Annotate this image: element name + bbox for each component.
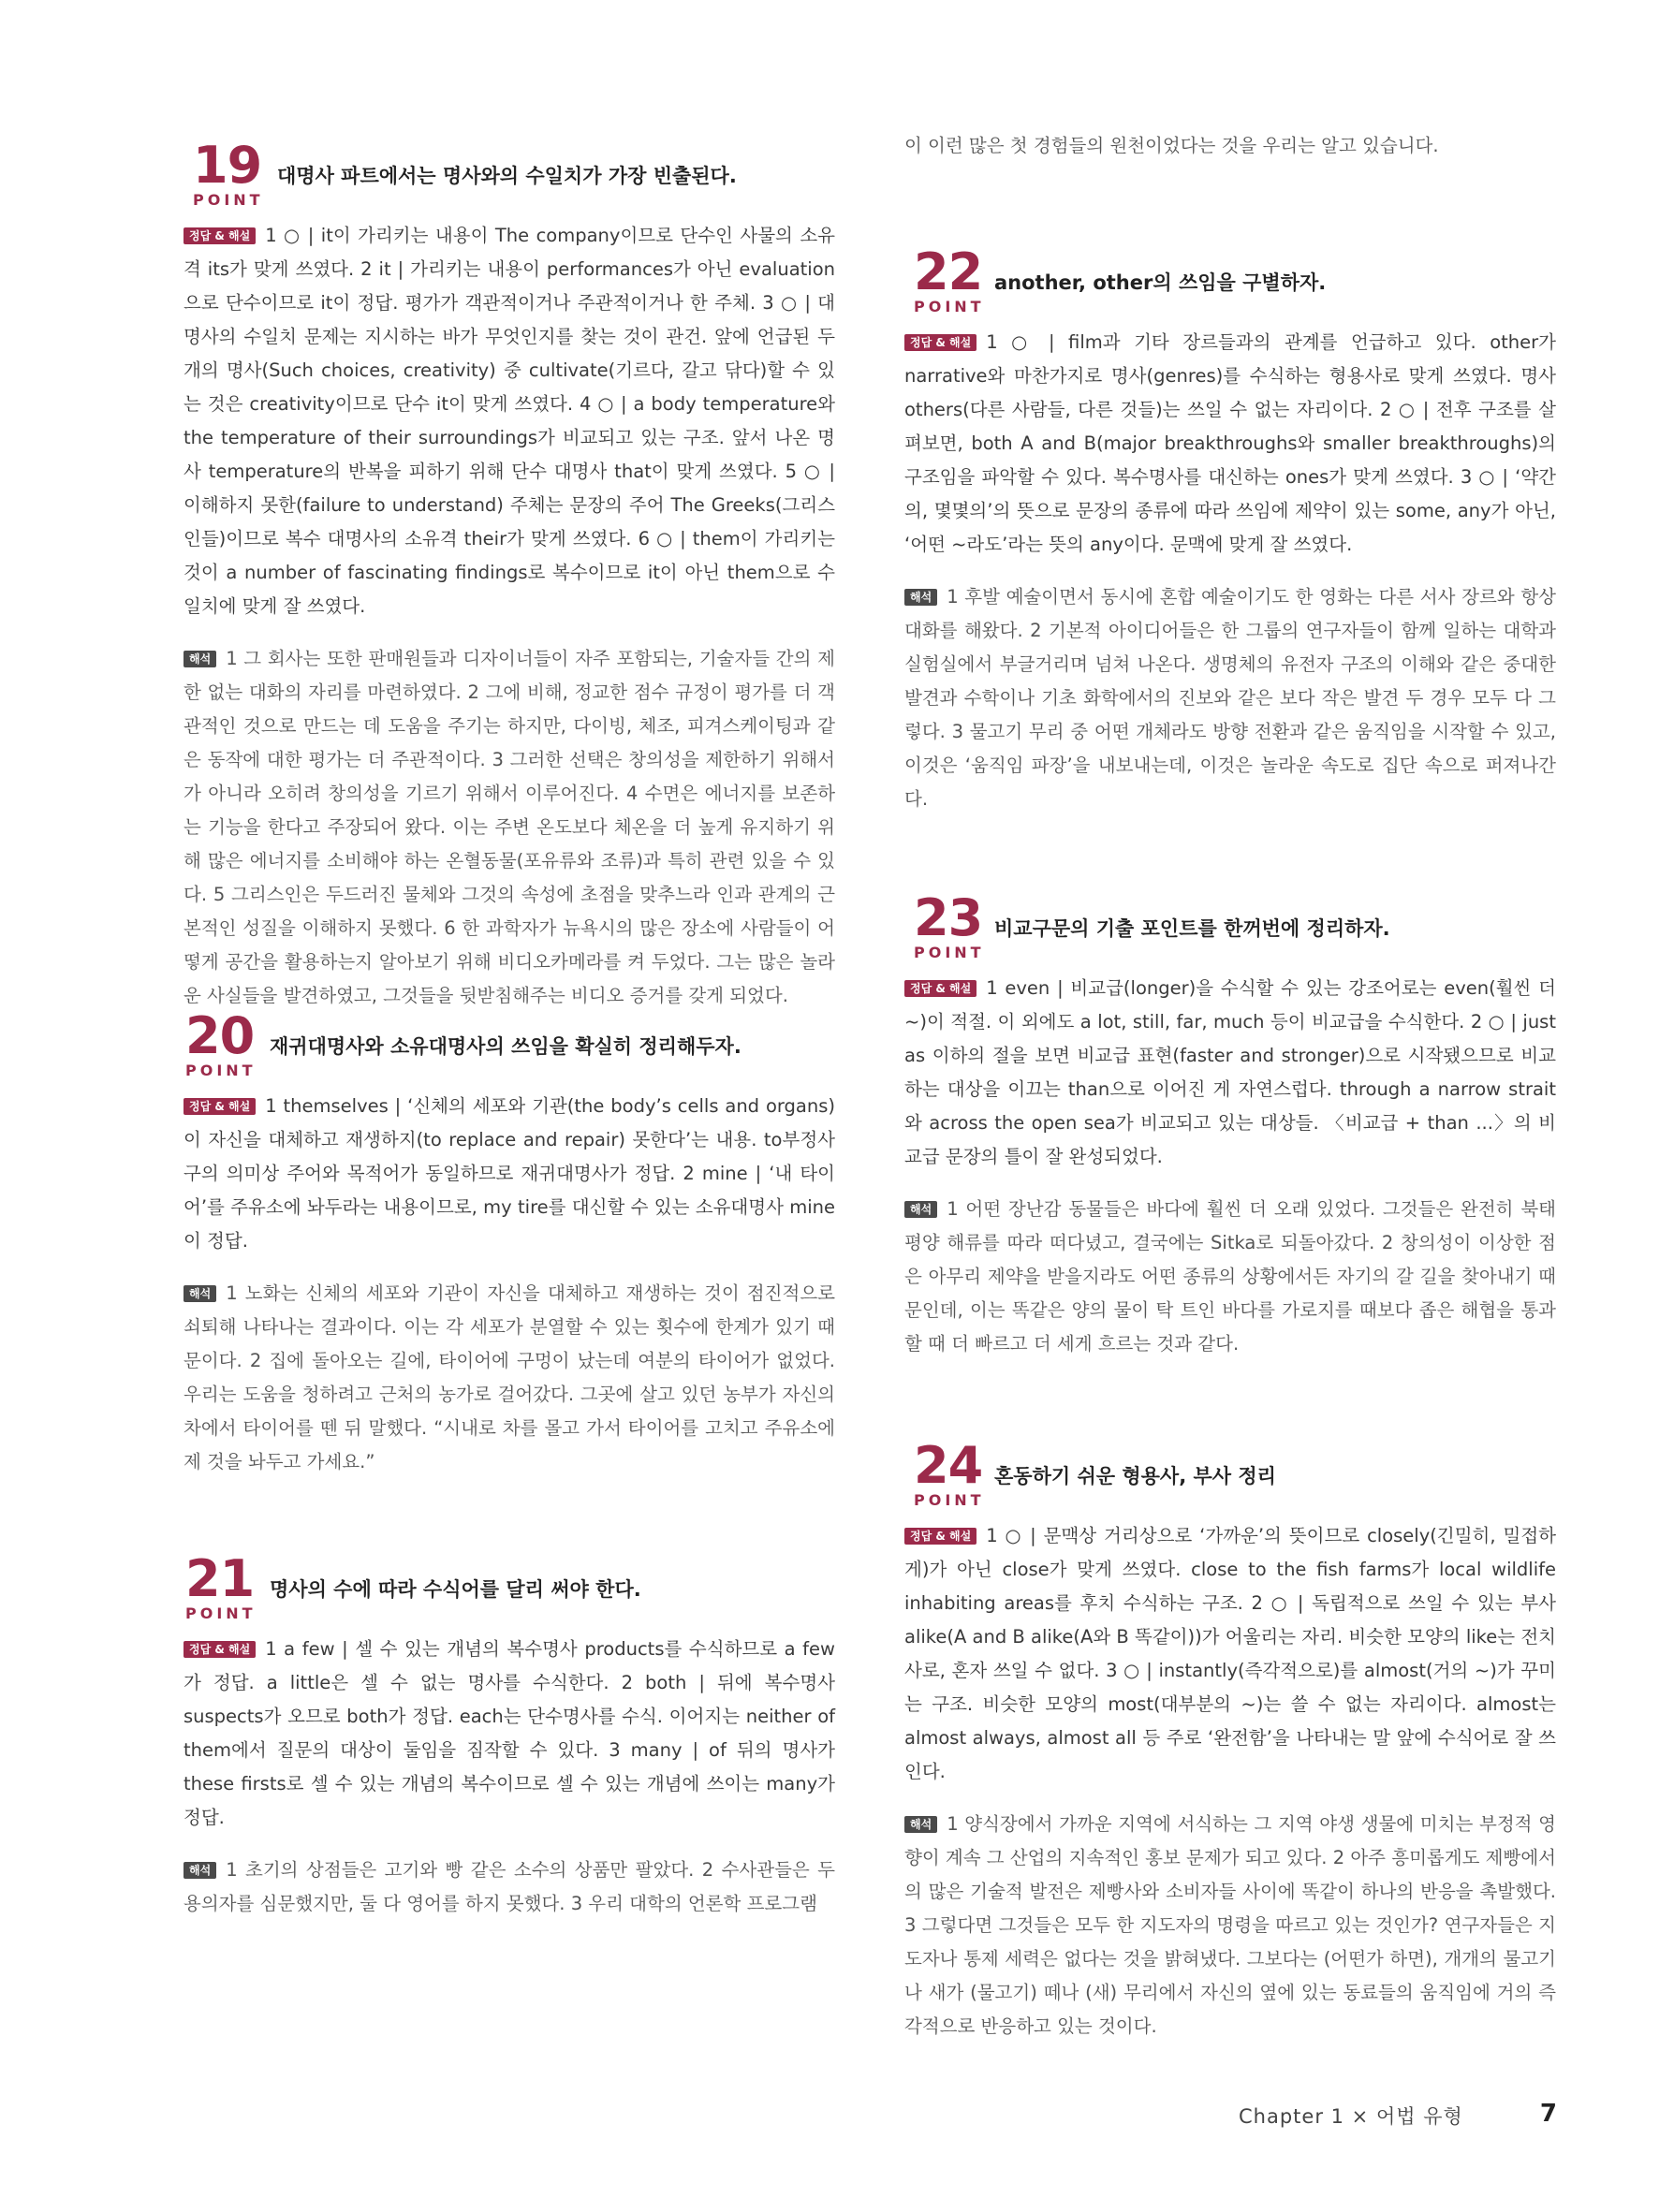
answer-tag: 정답 & 해설 [904, 1528, 976, 1545]
section-title: 혼동하기 쉬운 형용사, 부사 정리 [994, 1465, 1276, 1487]
section-21 [184, 1549, 835, 1921]
translation-text: 1 양식장에서 가까운 지역에 서식하는 그 지역 야생 생물에 미치는 부정적 영향이 계속 그 산업의 지속적인 홍보 문제가 되고 있다. 2 아주 흥미롭게도 제빵에서의 많은 기술적 발전은 제빵사와 소비자들 사이에 똑같이 하나의 반응을 촉발했다. 3 그렇다면 그것들은 모두 한 지도자의 명령을 따르고 있는 것인가? 연구자들은 지도자나 통제 세력은 없다는 것을 밝혀냈다. 그보다는 (어떤가 하면), 개개의 물고기나 새가 (물고기) 떼나 (새) 무리에서 자신의 옆에 있는 동료들의 움직임에 거의 즉각적으로 반응하고 있는 것이다. [904, 1813, 1556, 2037]
translation-tag: 해석 [184, 651, 216, 667]
answer-tag: 정답 & 해설 [904, 980, 976, 997]
answer-text: 1 ○ | it이 가리키는 내용이 The company이므로 단수인 사물의 소유격 its가 맞게 쓰였다. 2 it | 가리키는 내용이 performances가 아닌 evaluation으로 단수이므로 it이 정답. 평가가 객관적이거나 주관적이거나 한 주체. 3 ○ | 대명사의 수일치 문제는 지시하는 바가 무엇인지를 찾는 것이 관건. 앞에 언급된 두 개의 명사(Such choices, creativity) 중 cultivate(기르다, 갈고 닦다)할 수 있는 것은 creativity이므로 단수 it이 맞게 쓰였다. 4 ○ | a body temperature와 the temperature of their surroundings가 비교되고 있는 구조. 앞서 나온 명사 temperature의 반복을 피하기 위해 단수 대명사 that이 맞게 쓰였다. 5 ○ | 이해하지 못한(failure to understand) 주체는 문장의 주어 The Greeks(그리스인들)이므로 복수 대명사의 소유격 their가 맞게 쓰였다. 6 ○ | them이 가리키는 것이 a number of fascinating findings로 복수이므로 it이 아닌 them으로 수일치에 맞게 잘 쓰였다. [184, 225, 835, 617]
answer-text: 1 ○ | 문맥상 거리상으로 ‘가까운’의 뜻이므로 closely(긴밀히, 밀접하게)가 아닌 close가 맞게 쓰였다. close to the fish farms가 local wildlife inhabiting areas를 후치 수식하는 구조. 2 ○ | 독립적으로 쓰일 수 있는 부사 alike(A and B alike(A와 B 똑같이))가 어울리는 자리. 비슷한 모양의 like는 전치사로, 혼자 쓰일 수 없다. 3 ○ | instantly(즉각적으로)를 almost(거의 ~)가 꾸미는 구조. 비슷한 모양의 most(대부분의 ~)는 쓸 수 없는 자리이다. almost는 almost always, almost all 등 주로 ‘완전함’을 나타내는 말 앞에 수식어로 잘 쓰인다. [904, 1525, 1556, 1782]
section-header [904, 1436, 1556, 1519]
translation-tag: 해석 [904, 1816, 937, 1833]
answer-explanation [904, 1519, 1556, 1789]
page-number: 7 [1539, 2100, 1557, 2128]
translation-tag: 해석 [904, 589, 937, 606]
section-number: 22 [914, 242, 983, 301]
answer-text: 1 themselves | ‘신체의 세포와 기관(the body’s cells and organs)이 자신을 대체하고 재생하지(to replace and repair) 못한다’는 내용. to부정사구의 의미상 주어와 목적어가 동일하므로 재귀대명사가 정답. 2 mine | ‘내 타이어’를 주유소에 놔두라는 내용이므로, my tire를 대신할 수 있는 소유대명사 mine이 정답. [184, 1095, 835, 1252]
section-23 [904, 888, 1556, 1441]
section-header [184, 1549, 835, 1633]
point-label: POINT [914, 1491, 985, 1509]
section-number: 20 [185, 1006, 255, 1065]
point-label: POINT [193, 191, 264, 209]
answer-tag: 정답 & 해설 [184, 227, 256, 244]
translation [904, 580, 1556, 816]
page-footer [1239, 2102, 1557, 2130]
translation [904, 1193, 1556, 1361]
answer-explanation [184, 1090, 835, 1258]
point-label: POINT [914, 298, 985, 315]
translation-text: 1 그 회사는 또한 판매원들과 디자이너들이 자주 포함되는, 기술자들 간의 제한 없는 대화의 자리를 마련하였다. 2 그에 비해, 정교한 점수 규정이 평가를 더 객관적인 것으로 만드는 데 도움을 주기는 하지만, 다이빙, 체조, 피겨스케이팅과 같은 동작에 대한 평가는 더 주관적이다. 3 그러한 선택은 창의성을 제한하기 위해서가 아니라 오히려 창의성을 기르기 위해서 이루어진다. 4 수면은 에너지를 보존하는 기능을 한다고 주장되어 왔다. 이는 주변 온도보다 체온을 더 높게 유지하기 위해 많은 에너지를 소비해야 하는 온혈동물(포유류와 조류)과 특히 관련 있을 수 있다. 5 그리스인은 두드러진 물체와 그것의 속성에 초점을 맞추느라 인과 관계의 근본적인 성질을 이해하지 못했다. 6 한 과학자가 뉴욕시의 많은 장소에 사람들이 어떻게 공간을 활용하는지 알아보기 위해 비디오카메라를 켜 두었다. 그는 많은 놀라운 사실들을 발견하였고, 그것들을 뒷받침해주는 비디오 증거를 갖게 되었다. [184, 648, 835, 1006]
section-header [184, 1006, 835, 1090]
translation-text: 1 어떤 장난감 동물들은 바다에 훨씬 더 오래 있었다. 그것들은 완전히 북태평양 해류를 따라 떠다녔고, 결국에는 Sitka로 되돌아갔다. 2 창의성이 이상한 점은 아무리 제약을 받을지라도 어떤 종류의 상황에서든 자기의 갈 길을 찾아내기 때문인데, 이는 똑같은 양의 물이 탁 트인 바다를 가로지를 때보다 좁은 해협을 통과할 때 더 빠르고 더 세게 흐르는 것과 같다. [904, 1198, 1556, 1355]
section-title: 재귀대명사와 소유대명사의 쓰임을 확실히 정리해두자. [270, 1035, 742, 1058]
answer-text: 1 a few | 셀 수 있는 개념의 복수명사 products를 수식하므로 a few가 정답. a little은 셀 수 없는 명사를 수식한다. 2 both | 뒤에 복수명사 suspects가 오므로 both가 정답. each는 단수명사를 수식. 이어지는 neither of them에서 질문의 대상이 둘임을 짐작할 수 있다. 3 many | of 뒤의 명사가 these firsts로 셀 수 있는 개념의 복수이므로 셀 수 있는 개념에 쓰이는 many가 정답. [184, 1638, 835, 1828]
section-19 [184, 136, 835, 1011]
translation [184, 1853, 835, 1921]
section-header [904, 888, 1556, 972]
section-number: 23 [914, 888, 983, 947]
continued-translation: 이 이런 많은 첫 경험들의 원천이었다는 것을 우리는 알고 있습니다. [904, 135, 1439, 156]
section-title: another, other의 쓰임을 구별하자. [994, 271, 1327, 294]
section-title: 비교구문의 기출 포인트를 한꺼번에 정리하자. [994, 917, 1390, 940]
answer-explanation [904, 326, 1556, 562]
translation-text: 1 초기의 상점들은 고기와 빵 같은 소수의 상품만 팔았다. 2 수사관들은 두 용의자를 심문했지만, 둘 다 영어를 하지 못했다. 3 우리 대학의 언론학 프로그램 [184, 1859, 835, 1914]
section-number: 19 [193, 136, 262, 195]
section-header [904, 242, 1556, 326]
answer-text: 1 ○ | film과 기타 장르들과의 관계를 언급하고 있다. other가 narrative와 마찬가지로 명사(genres)를 수식하는 형용사로 맞게 쓰였다. 명사 others(다른 사람들, 다른 것들)는 쓰일 수 없는 자리이다. 2 ○ | 전후 구조를 살펴보면, both A and B(major breakthroughs와 smaller breakthroughs)의 구조임을 파악할 수 있다. 복수명사를 대신하는 ones가 맞게 쓰였다. 3 ○ | ‘약간의, 몇몇의’의 뜻으로 문장의 종류에 따라 쓰임에 제약이 있는 some, any가 아닌, ‘어떤 ~라도’라는 뜻의 any이다. 문맥에 맞게 잘 쓰였다. [904, 331, 1556, 555]
section-number: 24 [914, 1436, 983, 1495]
point-label: POINT [914, 944, 985, 961]
point-label: POINT [185, 1604, 257, 1622]
translation-text: 1 후발 예술이면서 동시에 혼합 예술이기도 한 영화는 다른 서사 장르와 항상 대화를 해왔다. 2 기본적 아이디어들은 한 그룹의 연구자들이 함께 일하는 대학과 실험실에서 부글거리며 넘쳐 나온다. 생명체의 유전자 구조의 이해와 같은 중대한 발견과 수학이나 기초 화학에서의 진보와 같은 보다 작은 발견 두 경우 모두 다 그렇다. 3 물고기 무리 중 어떤 개체라도 방향 전환과 같은 움직임을 시작할 수 있고, 이것은 ‘움직임 파장’을 내보내는데, 이것은 놀라운 속도로 집단 속으로 퍼져나간다. [904, 586, 1556, 810]
translation [184, 1277, 835, 1479]
translation-text: 1 노화는 신체의 세포와 기관이 자신을 대체하고 재생하는 것이 점진적으로 쇠퇴해 나타나는 결과이다. 이는 각 세포가 분열할 수 있는 횟수에 한계가 있기 때문이다. 2 집에 돌아오는 길에, 타이어에 구멍이 났는데 여분의 타이어가 없었다. 우리는 도움을 청하려고 근처의 농가로 걸어갔다. 그곳에 살고 있던 농부가 자신의 차에서 타이어를 뗀 뒤 말했다. “시내로 차를 몰고 가서 타이어를 고치고 주유소에 제 것을 놔두고 가세요.” [184, 1282, 835, 1472]
section-number: 21 [185, 1549, 255, 1608]
answer-tag: 정답 & 해설 [184, 1641, 256, 1658]
section-header [184, 136, 835, 219]
answer-explanation [184, 1633, 835, 1835]
right-column [904, 129, 1556, 2062]
answer-tag: 정답 & 해설 [184, 1098, 256, 1115]
section-22 [904, 242, 1556, 893]
left-column [184, 136, 835, 1940]
answer-explanation [184, 219, 835, 623]
section-title: 명사의 수에 따라 수식어를 달리 써야 한다. [270, 1578, 641, 1601]
section-24 [904, 1436, 1556, 2044]
translation [904, 1808, 1556, 2044]
section-title: 대명사 파트에서는 명사와의 수일치가 가장 빈출된다. [277, 165, 737, 187]
translation-tag: 해석 [184, 1862, 216, 1879]
point-label: POINT [185, 1062, 257, 1079]
section-20 [184, 1006, 835, 1554]
translation-tag: 해석 [904, 1201, 937, 1218]
translation [184, 642, 835, 1013]
answer-text: 1 even | 비교급(longer)을 수식할 수 있는 강조어로는 even(훨씬 더 ~)이 적절. 이 외에도 a lot, still, far, much 등이 비교급을 수식한다. 2 ○ | just as 이하의 절을 보면 비교급 표현(faster and stronger)으로 시작됐으므로 비교하는 대상을 이끄는 than으로 이어진 게 자연스럽다. through a narrow strait와 across the open sea가 비교되고 있는 대상들. 〈비교급 + than ...〉의 비교급 문장의 틀이 잘 완성되었다. [904, 977, 1556, 1167]
chapter-label: Chapter 1 × 어법 유형 [1239, 2105, 1463, 2128]
answer-explanation [904, 972, 1556, 1174]
translation-tag: 해석 [184, 1285, 216, 1302]
answer-tag: 정답 & 해설 [904, 334, 976, 351]
